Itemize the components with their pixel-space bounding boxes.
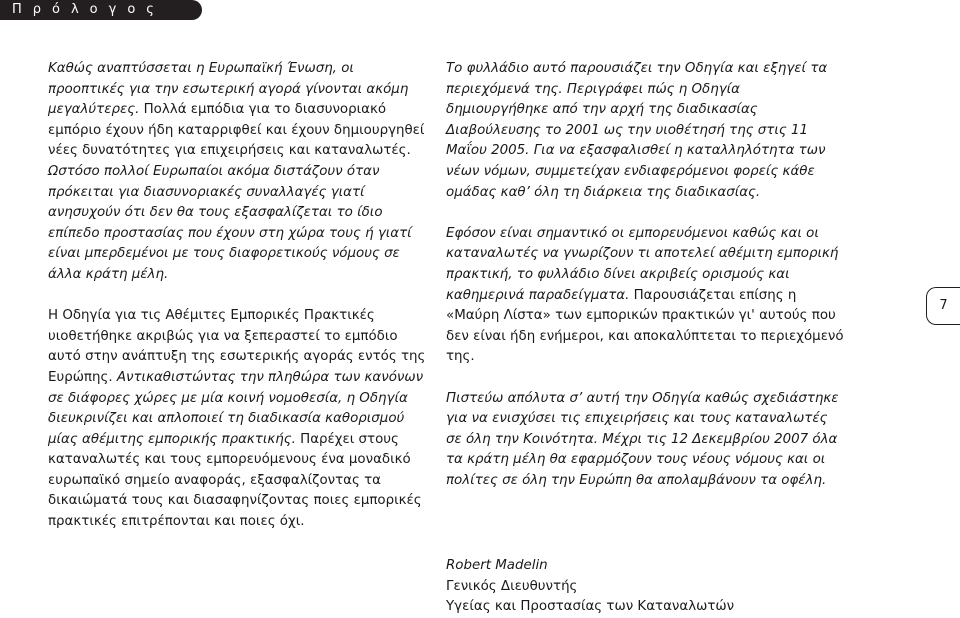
signatory-title: Γενικός Διευθυντής — [446, 578, 578, 594]
italic-text: Καθώς αναπτύσσεται η Ευρωπαϊκή Ένωση, οι προοπτικές για την εσωτερική αγορά γίνονται ακόμη μεγαλύτερες. — [48, 61, 409, 118]
paragraph — [48, 306, 428, 533]
page-number: 7 — [939, 298, 948, 313]
paragraph — [446, 389, 846, 492]
paragraph — [446, 59, 846, 203]
body-text: Παρουσιάζεται επίσης η «Μαύρη Λίστα» των εμπορικών πρακτικών γι' αυτούς που δεν είναι ήδη ενήμεροι, και αποκαλύπτεται το περιεχόμενό της. — [446, 287, 844, 365]
paragraph — [48, 59, 428, 286]
body-text: Η Οδηγία για τις Αθέμιτες Εμπορικές Πρακτικές υιοθετήθηκε ακριβώς για να ξεπεραστεί το εμπόδιο αυτό στην ανάπτυξη της εσωτερικής αγοράς εντός της Ευρώπης. — [48, 308, 426, 385]
italic-text: Το φυλλάδιο αυτό παρουσιάζει την Οδηγία και εξηγεί τα περιεχόμενά της. Περιγράφει πώς η Οδηγία δημιουργήθηκε από την αρχή της διαδικασίας Διαβούλευσης το 2001 ως την υιοθέτησή της στις 11 Μαΐου 2005. Για να εξασφαλισθεί η καταλληλότητα των νέων νόμων, συμμετείχαν ενδιαφερόμενοι φορείς κάθε ομάδας καθ’ όλη τη διάρκεια της διαδικασίας. — [446, 61, 828, 200]
paragraph — [446, 224, 846, 368]
header-bar — [0, 0, 202, 20]
italic-text: Ωστόσο πολλοί Ευρωπαίοι ακόμα διστάζουν όταν πρόκειται για διασυνοριακές συναλλαγές γιατί ανησυχούν ότι δεν θα τους εξασφαλίζεται το ίδιο επίπεδο προστασίας που έχουν στη χώρα τους ή γιατί είναι μπερδεμένοι με τους διαφορετικούς νόμους σε άλλα κράτη μέλη. — [48, 163, 412, 282]
section-title: Πρόλογος — [12, 2, 165, 17]
italic-text: Αντικαθιστώντας την πληθώρα των κανόνων σε διάφορες χώρες με μία κοινή νομοθεσία, η Οδηγία διευκρινίζει και απλοποιεί τη διαδικασία καθορισμού μίας αθέμιτης εμπορικής πρακτικής. — [48, 369, 424, 447]
signatory-department: Υγείας και Προστασίας των Καταναλωτών — [446, 599, 735, 615]
italic-text: Εφόσον είναι σημαντικό οι εμπορευόμενοι καθώς και οι καταναλωτές να γνωρίζουν τι αποτελεί αθέμιτη εμπορική πρακτική, το φυλλάδιο δίνει ακριβείς ορισμούς και καθημερινά παραδείγματα. — [446, 225, 839, 303]
italic-text: Πιστεύω απόλυτα σ’ αυτή την Οδηγία καθώς σχεδιάστηκε για να ενισχύσει τις επιχειρήσεις και τους καταναλωτές σε όλη την Κοινότητα. Μέχρι τις 12 Δεκεμβρίου 2007 όλα τα κράτη μέλη θα εφαρμόζουν τους νέους νόμους και οι πολίτες σε όλη την Ευρώπη θα απολαμβάνουν τα οφέλη. — [446, 390, 839, 488]
body-text: Πολλά εμπόδια για το διασυνοριακό εμπόριο έχουν ήδη καταρριφθεί και έχουν δημιουργηθεί νέες δυνατότητες για επιχειρήσεις και καταναλωτές. — [48, 102, 425, 159]
body-text: Παρέχει στους καταναλωτές και τους εμπορευόμενους ένα μοναδικό ευρωπαϊκό σημείο αναφοράς, εξασφαλίζοντας τα δικαιώματά τους και διασαφηνίζοντας ποιες εμπορικές πρακτικές επιτρέπονται και ποιες όχι. — [48, 431, 422, 530]
left-column — [48, 59, 428, 553]
page-number-tab — [926, 287, 960, 325]
right-column — [446, 59, 846, 512]
signatory-name: Robert Madelin — [446, 558, 548, 573]
signature-block — [446, 556, 734, 618]
